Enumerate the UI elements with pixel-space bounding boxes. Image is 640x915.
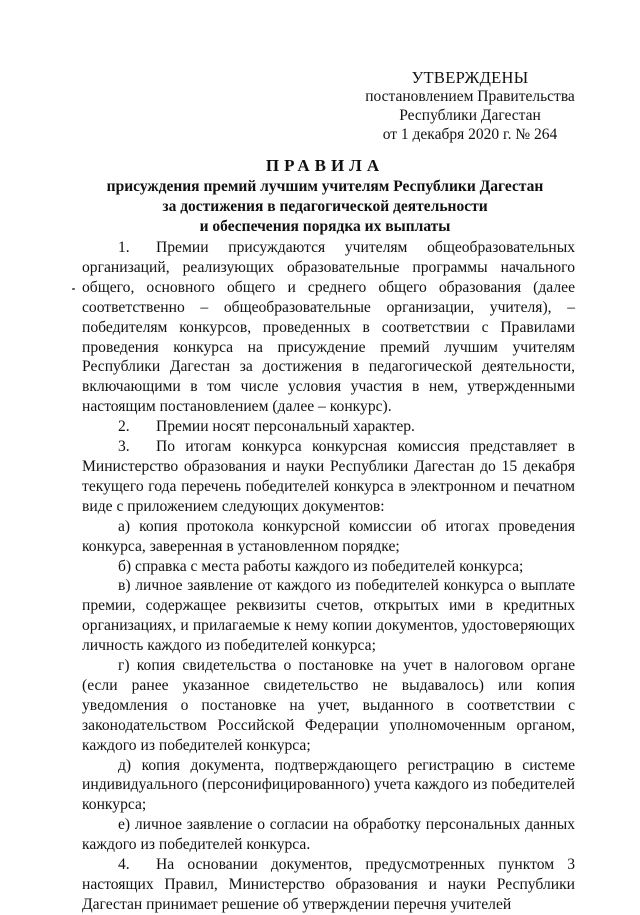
paragraph-2-text: Премии носят персональный характер. (156, 418, 415, 436)
scan-speck (72, 288, 75, 290)
list-item-e: е) личное заявление о согласии на обработку персональных данных каждого из победителей конкурса. (82, 816, 575, 854)
approval-stamp (355, 68, 585, 144)
list-item-v: в) личное заявление от каждого из победителей конкурса о выплате премии, содержащее реквизиты счетов, открытых ими в кредитных организациях, и прилагаемые к нему копии документов, удостоверяющих личность каждого из победителей конкурса; (82, 577, 575, 655)
paragraph-1-text: Премии присуждаются учителям общеобразовательных организаций, реализующих образовательные программы начального общего, основного общего и среднего общего образования (далее соответственно – общеобразовательные организации, учителя), – победителям конкурсов, проведенных в соответствии с Правилами проведения конкурса на присуждение премий лучшим учителям Республики Дагестан за достижения в педагогической деятельности, включающими в том числе условия участия в нем, утвержденными настоящим постановлением (далее – конкурс). (82, 239, 575, 416)
paragraph-1-number: 1. (118, 239, 130, 256)
document-subtitle-line-1: присуждения премий лучшим учителям Республики Дагестан (106, 178, 544, 195)
approval-line-2: Республики Дагестан (399, 107, 541, 124)
approval-head: УТВЕРЖДЕНЫ (411, 68, 529, 87)
document-body (82, 238, 575, 915)
paragraph-4-number: 4. (118, 856, 130, 874)
approval-line-3: от 1 декабря 2020 г. № 264 (382, 126, 558, 143)
document-subtitle-line-2: за достижения в педагогической деятельности (162, 198, 488, 215)
paragraph-2-number: 2. (118, 418, 130, 436)
paragraph-4-text: На основании документов, предусмотренных пунктом 3 настоящих Правил, Министерство образования и науки Республики Дагестан принимает решение об утверждении перечня учителей (82, 856, 575, 913)
list-item-b: б) справка с места работы каждого из победителей конкурса; (118, 557, 524, 575)
paragraph-3-number: 3. (118, 438, 130, 456)
list-item-g: г) копия свидетельства о постановке на учет в налоговом органе (если ранее указанное свидетельство не выдавалось) или копия уведомления о постановке на учет, выданного в соответствии с законодательством Российской Федерации уполномоченным органом, каждого из победителей конкурса; (82, 657, 575, 754)
paragraph-2 (82, 417, 575, 437)
list-item-d: д) копия документа, подтверждающего регистрацию в системе индивидуального (персонифицированного) учета каждого из победителей конкурса; (82, 756, 575, 814)
approval-line-1: постановлением Правительства (365, 88, 575, 105)
paragraph-4 (82, 855, 575, 915)
paragraph-3 (82, 437, 575, 517)
paragraph-1 (82, 238, 575, 417)
paragraph-3-text: По итогам конкурса конкурсная комиссия представляет в Министерство образования и науки Республики Дагестан до 15 декабря текущего года перечень победителей конкурса в электронном и печатном виде с приложением следующих документов: (82, 438, 575, 515)
document-subtitle-line-3: и обеспечения порядка их выплаты (199, 218, 451, 235)
document-title: ПРАВИЛА (265, 156, 385, 175)
list-item-a: а) копия протокола конкурсной комиссии об итогах проведения конкурса, заверенная в установленном порядке; (82, 517, 575, 555)
document-heading (90, 155, 560, 237)
